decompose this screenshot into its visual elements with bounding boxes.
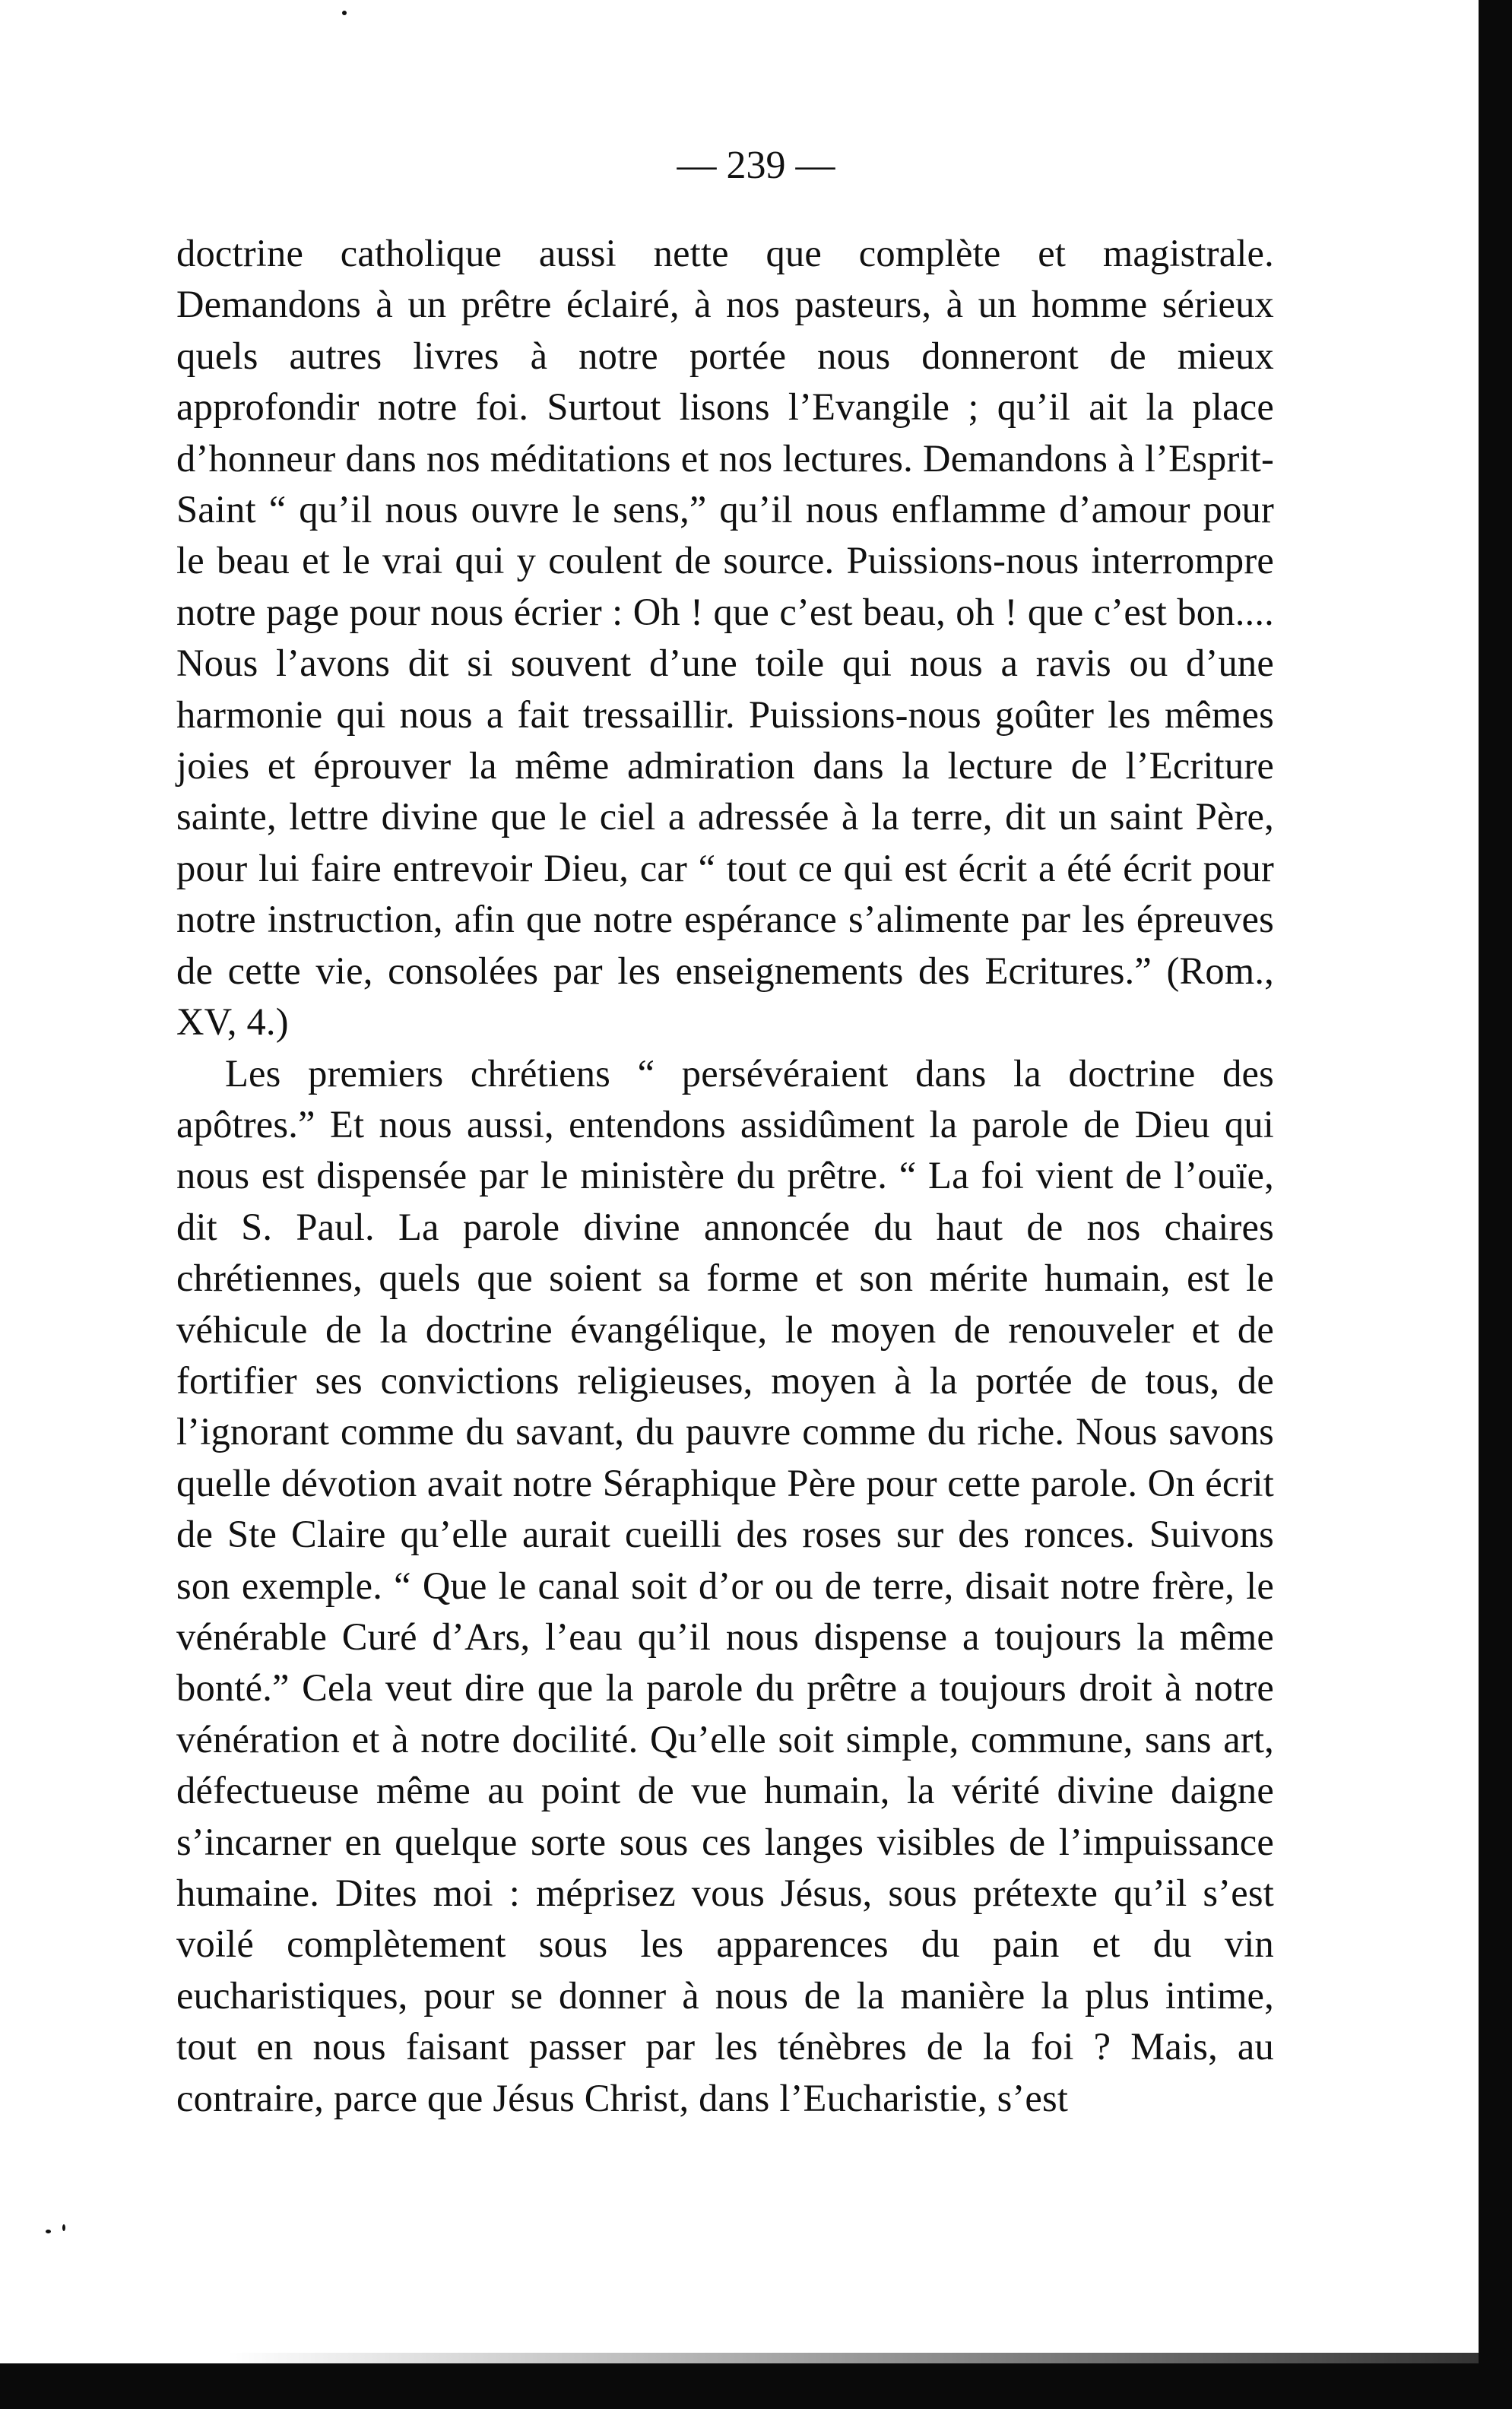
scan-bottom-edge: [0, 2363, 1512, 2409]
scan-right-edge: [1479, 0, 1512, 2409]
scan-speck: [342, 11, 347, 15]
scan-speck: [62, 2224, 65, 2231]
page-number-text: — 239 —: [677, 144, 835, 187]
scan-speck: [46, 2230, 51, 2233]
body-text: [176, 228, 1274, 2124]
paragraph-premiers-chretiens: Les premiers chrétiens “ persévéraient dans la doctrine des apôtres.” Et nous aussi, entendons assidûment la parole de Dieu qui nous est dispensée par le ministère du prêtre. “ La foi vient de l’ouïe, dit S. Paul. La parole divine annoncée du haut de nos chaires chrétiennes, quels que soient sa forme et son mérite humain, est le véhicule de la doctrine évangélique, le moyen de renouveler et de fortifier ses convictions religieuses, moyen à la portée de tous, de l’ignorant comme du savant, du pauvre comme du riche. Nous savons quelle dévotion avait notre Séraphique Père pour cette parole. On écrit de Ste Claire qu’elle aurait cueilli des roses sur des ronces. Suivons son exemple. “ Que le canal soit d’or ou de terre, disait notre frère, le vénérable Curé d’Ars, l’eau qu’il nous dispense a toujours la même bonté.” Cela veut dire que la parole du prêtre a toujours droit à notre vénération et à notre docilité. Qu’elle soit simple, commune, sans art, défectueuse même au point de vue humain, la vérité divine daigne s’incarner en quelque sorte sous ces langes visibles de l’impuissance humaine. Dites moi : méprisez vous Jésus, sous prétexte qu’il s’est voilé complètement sous les apparences du pain et du vin eucharistiques, pour se donner à nous de la manière la plus intime, tout en nous faisant passer par les ténèbres de la foi ? Mais, au contraire, parce que Jésus Christ, dans l’Eucharistie, s’est: [176, 1051, 1274, 2119]
paragraph-continued: doctrine catholique aussi nette que complète et magistrale. Demandons à un prêtre éclairé, à nos pasteurs, à un homme sérieux quels autres livres à notre portée nous donneront de mieux approfondir notre foi. Surtout lisons l’Evangile ; qu’il ait la place d’honneur dans nos méditations et nos lectures. Demandons à l’Esprit-Saint “ qu’il nous ouvre le sens,” qu’il nous enflamme d’amour pour le beau et le vrai qui y coulent de source. Puissions-nous interrompre notre page pour nous écrier : Oh ! que c’est beau, oh ! que c’est bon.... Nous l’avons dit si souvent d’une toile qui nous a ravis ou d’une harmonie qui nous a fait tressaillir. Puissions-nous goûter les mêmes joies et éprouver la même admiration dans la lecture de l’Ecriture sainte, lettre divine que le ciel a adressée à la terre, dit un saint Père, pour lui faire entrevoir Dieu, car “ tout ce qui est écrit a été écrit pour notre instruction, afin que notre espérance s’alimente par les épreuves de cette vie, consolées par les enseignements des Ecritures.” (Rom., XV, 4.): [176, 232, 1274, 1044]
scan-bottom-shadow: [0, 2353, 1512, 2363]
page-number: [0, 143, 1512, 189]
